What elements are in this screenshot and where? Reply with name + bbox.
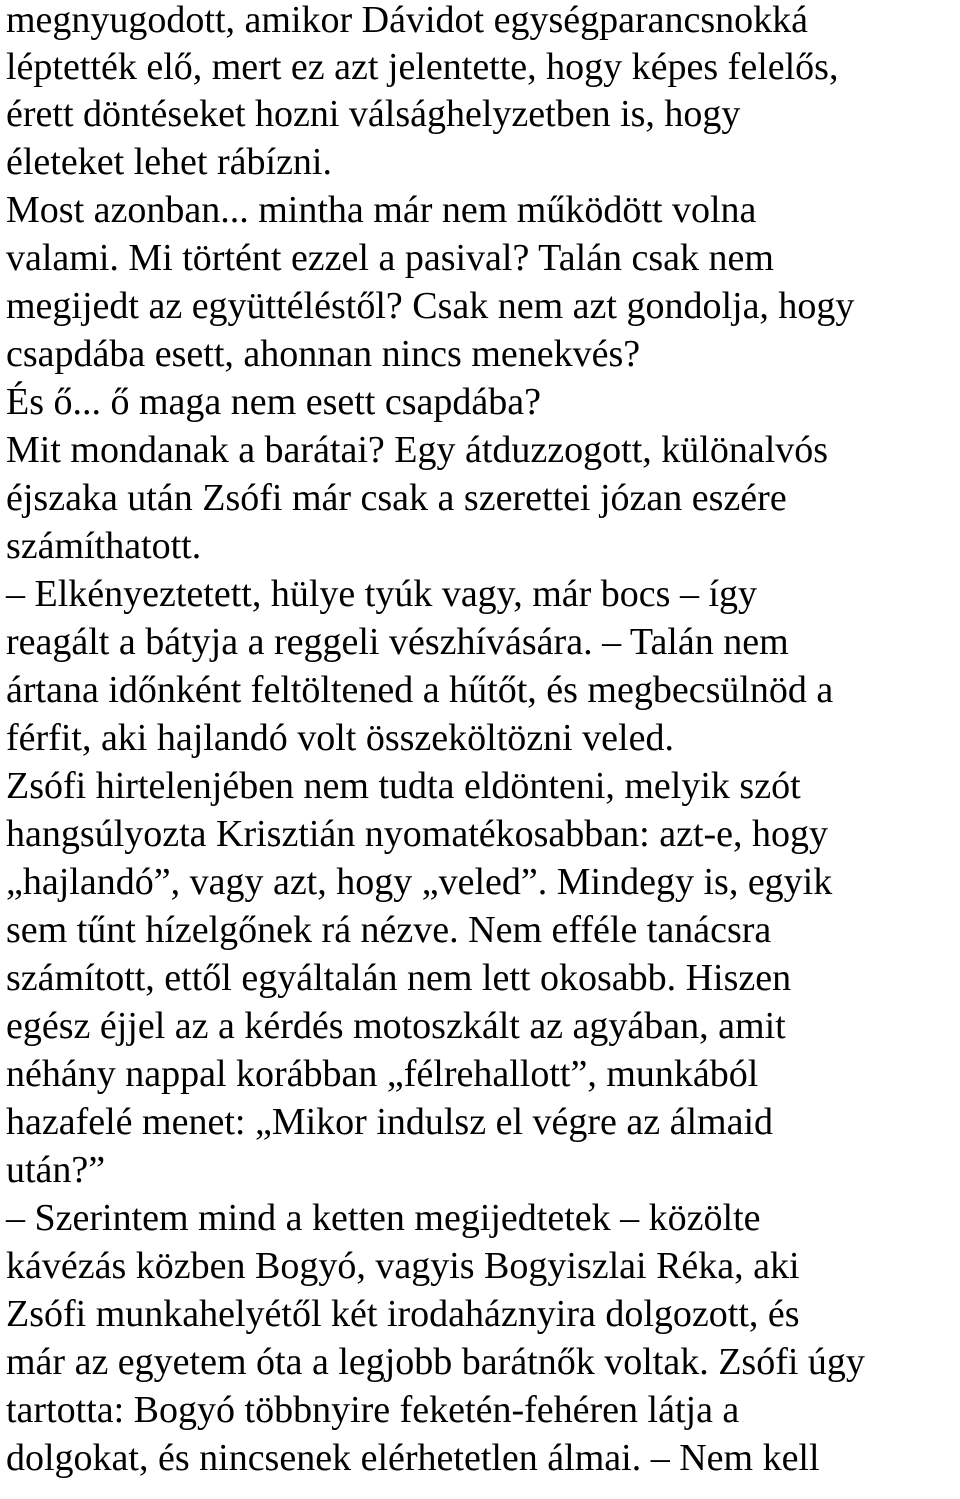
text-line: megnyugodott, amikor Dávidot egységparancsnokká: [6, 0, 809, 41]
text-line: számíthatott.: [6, 525, 202, 567]
text-line: hazafelé menet: „Mikor indulsz el végre az álmaid: [6, 1101, 774, 1143]
text-line: megijedt az együttéléstől? Csak nem azt gondolja, hogy: [6, 285, 855, 327]
text-line: hangsúlyozta Krisztián nyomatékosabban: azt-e, hogy: [6, 813, 829, 855]
text-line: sem tűnt hízelgőnek rá nézve. Nem efféle tanácsra: [6, 909, 772, 951]
text-line: tartotta: Bogyó többnyire feketén-fehéren látja a: [6, 1389, 740, 1431]
text-line: „hajlandó”, vagy azt, hogy „veled”. Mindegy is, egyik: [6, 861, 833, 903]
text-line: És ő... ő maga nem esett csapdába?: [6, 381, 541, 423]
text-line: érett döntéseket hozni válsághelyzetben is, hogy: [6, 93, 741, 135]
text-line: valami. Mi történt ezzel a pasival? Talán csak nem: [6, 237, 774, 279]
text-line: dolgokat, és nincsenek elérhetetlen álmai. – Nem kell: [6, 1437, 820, 1479]
text-line: férfit, aki hajlandó volt összeköltözni veled.: [6, 717, 674, 759]
text-line: Most azonban... mintha már nem működött volna: [6, 189, 757, 231]
text-line: csapdába esett, ahonnan nincs menekvés?: [6, 333, 641, 375]
text-line: Mit mondanak a barátai? Egy átduzzogott, különalvós: [6, 429, 829, 471]
text-line: egész éjjel az a kérdés motoszkált az agyában, amit: [6, 1005, 786, 1047]
text-line: már az egyetem óta a legjobb barátnők voltak. Zsófi úgy: [6, 1341, 865, 1383]
text-line: számított, ettől egyáltalán nem lett okosabb. Hiszen: [6, 957, 792, 999]
text-line: életeket lehet rábízni.: [6, 141, 332, 183]
text-line: után?”: [6, 1149, 106, 1191]
text-line: – Szerintem mind a ketten megijedtetek – közölte: [6, 1197, 761, 1239]
text-line: reagált a bátyja a reggeli vészhívására. – Talán nem: [6, 621, 789, 663]
text-line: kávézás közben Bogyó, vagyis Bogyiszlai Réka, aki: [6, 1245, 800, 1287]
text-line: néhány nappal korábban „félrehallott”, munkából: [6, 1053, 759, 1095]
text-line: léptették elő, mert ez azt jelentette, hogy képes felelős,: [6, 46, 839, 88]
text-line: ártana időnként feltöltened a hűtőt, és megbecsülnöd a: [6, 669, 834, 711]
text-line: Zsófi hirtelenjében nem tudta eldönteni, melyik szót: [6, 765, 801, 807]
text-line: Zsófi munkahelyétől két irodaháznyira dolgozott, és: [6, 1293, 800, 1335]
text-line: – Elkényeztetett, hülye tyúk vagy, már bocs – így: [6, 573, 758, 615]
text-line: éjszaka után Zsófi már csak a szerettei józan eszére: [6, 477, 787, 519]
